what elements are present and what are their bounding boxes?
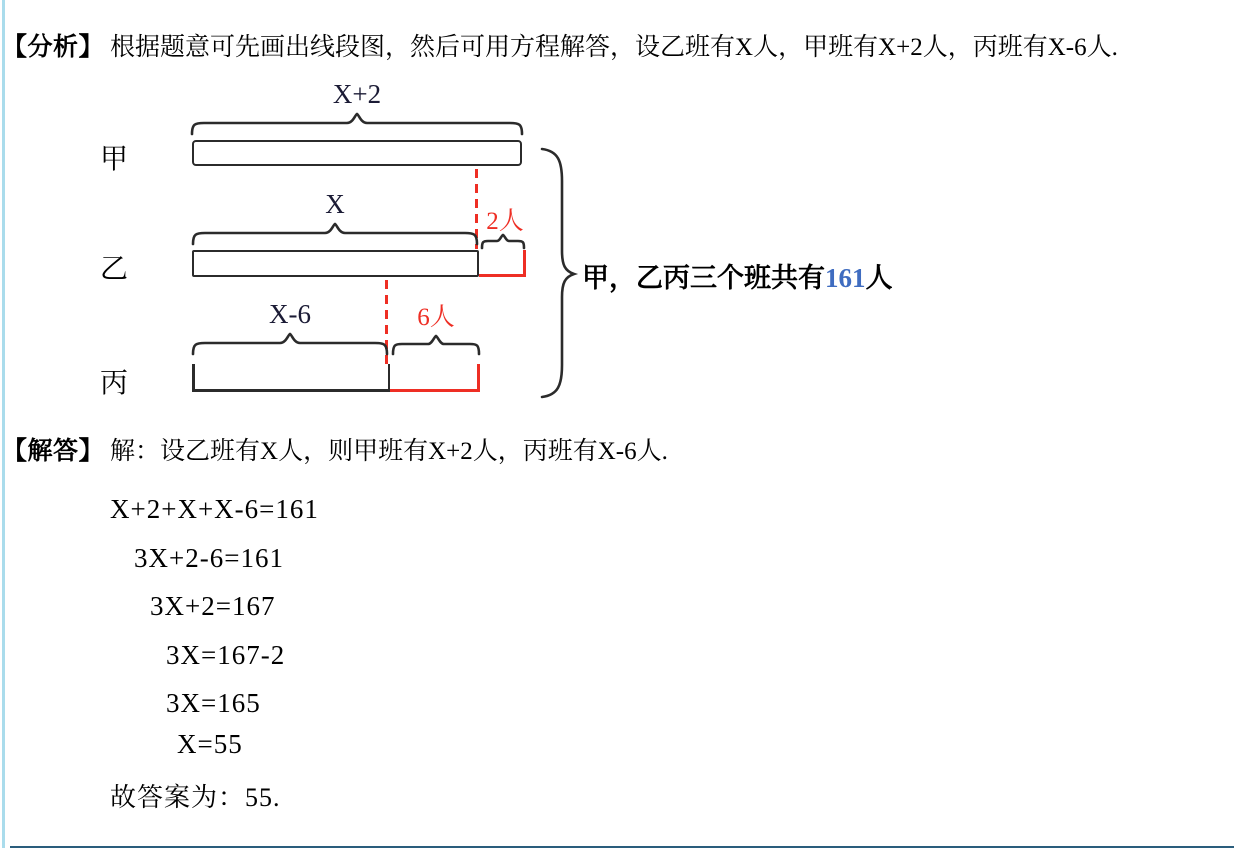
yi-length-label: X <box>325 189 345 219</box>
total-text-suffix: 人 <box>865 263 893 293</box>
bing-diff-label: 6人 <box>417 304 455 331</box>
yi-diff-overbrace-icon <box>480 233 526 249</box>
total-text-prefix: 甲，乙丙三个班共有 <box>582 263 825 293</box>
analysis-section-label: 【分析】 <box>2 34 105 61</box>
yi-row-label: 乙 <box>100 254 129 285</box>
jia-row-label: 甲 <box>100 144 129 175</box>
yi-overbrace-icon <box>191 222 479 246</box>
bing-bar <box>192 364 390 392</box>
analysis-text: 根据题意可先画出线段图，然后可用方程解答，设乙班有X人，甲班有X+2人，丙班有X-6人. <box>110 34 1118 61</box>
jia-bar <box>192 140 522 166</box>
total-annotation <box>582 256 893 295</box>
conclusion-text: 故答案为：55. <box>110 783 281 812</box>
bing-overbrace-icon <box>191 332 389 356</box>
equation-step-4: 3X=167-2 <box>166 640 286 670</box>
total-number: 161 <box>825 263 866 293</box>
bing-row-label: 丙 <box>100 368 129 399</box>
jia-length-label: X+2 <box>332 79 382 109</box>
bing-diff-overbrace-icon <box>391 334 481 356</box>
equation-step-3: 3X+2=167 <box>150 591 276 621</box>
yi-diff-label: 2人 <box>486 208 524 235</box>
solution-section-label: 【解答】 <box>2 438 105 465</box>
analysis-line <box>2 33 1118 63</box>
yi-bar-red-extension <box>479 250 526 277</box>
total-brace-icon <box>540 147 578 399</box>
equation-step-5: 3X=165 <box>166 688 261 718</box>
yi-bar <box>192 250 479 277</box>
solution-intro: 解：设乙班有X人，则甲班有X+2人，丙班有X-6人. <box>110 438 668 465</box>
equation-step-6: X=55 <box>177 729 243 759</box>
left-border-rule <box>2 0 5 848</box>
bing-length-label: X-6 <box>269 299 311 329</box>
bing-bar-red-extension <box>390 364 480 392</box>
solution-line <box>2 437 668 467</box>
jia-overbrace-icon <box>190 112 524 136</box>
equation-step-1: X+2+X+X-6=161 <box>110 494 319 524</box>
equation-step-2: 3X+2-6=161 <box>134 543 284 573</box>
